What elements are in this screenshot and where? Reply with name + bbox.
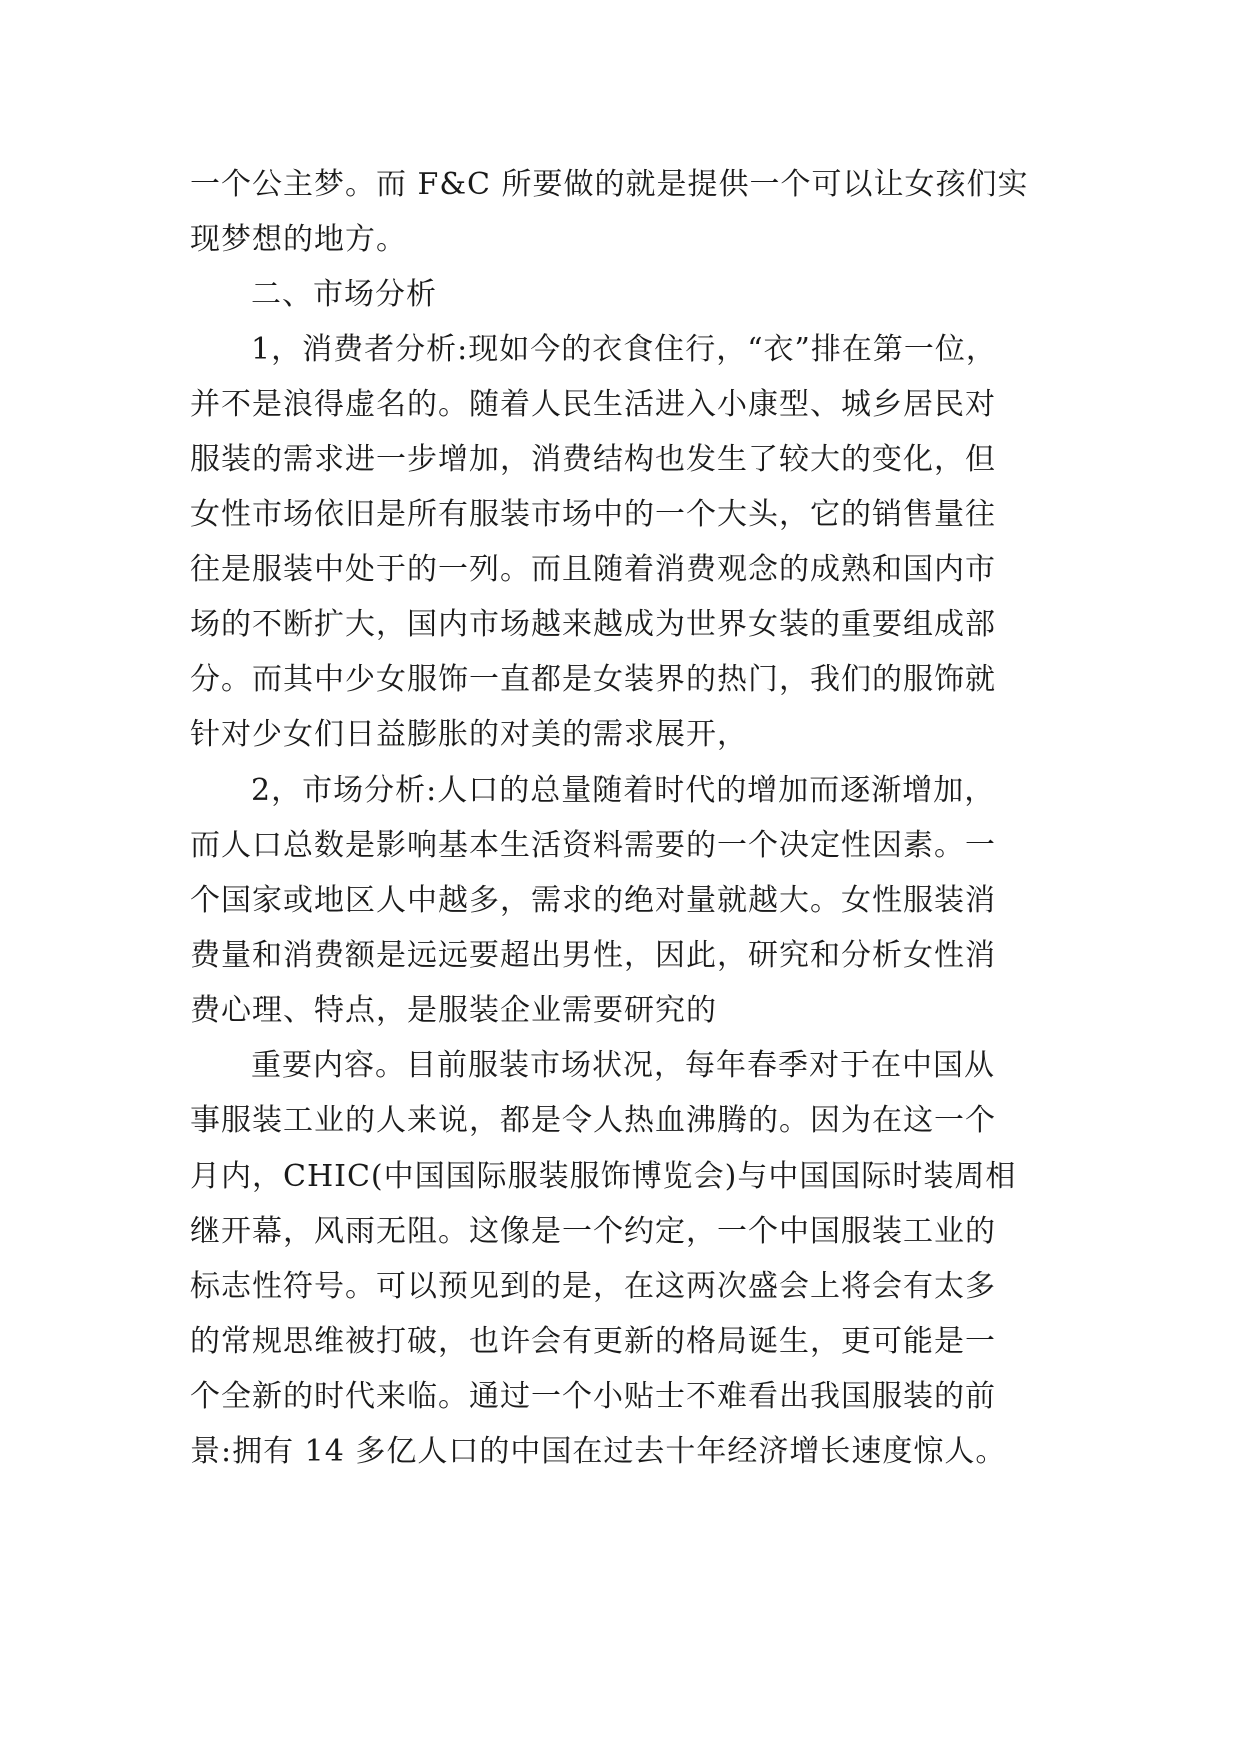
text-line: 并不是浪得虚名的。随着人民生活进入小康型、城乡居民对: [190, 387, 996, 422]
text-line: 重要内容。目前服装市场状况，每年春季对于在中国从: [251, 1048, 995, 1083]
text-line: 分。而其中少女服饰一直都是女装界的热门，我们的服饰就: [190, 662, 996, 697]
text-line: 往是服装中处于的一列。而且随着消费观念的成熟和国内市: [190, 552, 996, 587]
text-line: 个全新的时代来临。通过一个小贴士不难看出我国服装的前: [190, 1379, 996, 1414]
text-line: 景:拥有 14 多亿人口的中国在过去十年经济增长速度惊人。: [190, 1434, 1007, 1469]
section-heading: 二、市场分析: [251, 277, 437, 312]
text-line: 2，市场分析:人口的总量随着时代的增加而逐渐增加，: [251, 773, 996, 808]
text-line: 现梦想的地方。: [190, 222, 407, 257]
text-line: 1，消费者分析:现如今的衣食住行，“衣”排在第一位，: [251, 332, 997, 367]
text-line: 服装的需求进一步增加，消费结构也发生了较大的变化，但: [190, 442, 996, 477]
text-line: 费心理、特点，是服装企业需要研究的: [190, 993, 717, 1028]
text-line: 的常规思维被打破，也许会有更新的格局诞生，更可能是一: [190, 1324, 996, 1359]
text-line: 事服装工业的人来说，都是令人热血沸腾的。因为在这一个: [190, 1103, 996, 1138]
text-line: 一个公主梦。而 F&C 所要做的就是提供一个可以让女孩们实: [190, 167, 1029, 202]
text-line: 针对少女们日益膨胀的对美的需求展开，: [190, 717, 748, 752]
text-line: 继开幕，风雨无阻。这像是一个约定，一个中国服装工业的: [190, 1214, 996, 1249]
text-line: 费量和消费额是远远要超出男性，因此，研究和分析女性消: [190, 938, 996, 973]
text-line: 场的不断扩大，国内市场越来越成为世界女装的重要组成部: [190, 607, 996, 642]
text-line: 而人口总数是影响基本生活资料需要的一个决定性因素。一: [190, 828, 996, 863]
text-line: 月内，CHIC(中国国际服装服饰博览会)与中国国际时装周相: [190, 1159, 1017, 1194]
text-line: 标志性符号。可以预见到的是，在这两次盛会上将会有太多: [190, 1269, 996, 1304]
text-line: 女性市场依旧是所有服装市场中的一个大头，它的销售量往: [190, 497, 996, 532]
text-line: 个国家或地区人中越多，需求的绝对量就越大。女性服装消: [190, 883, 996, 918]
